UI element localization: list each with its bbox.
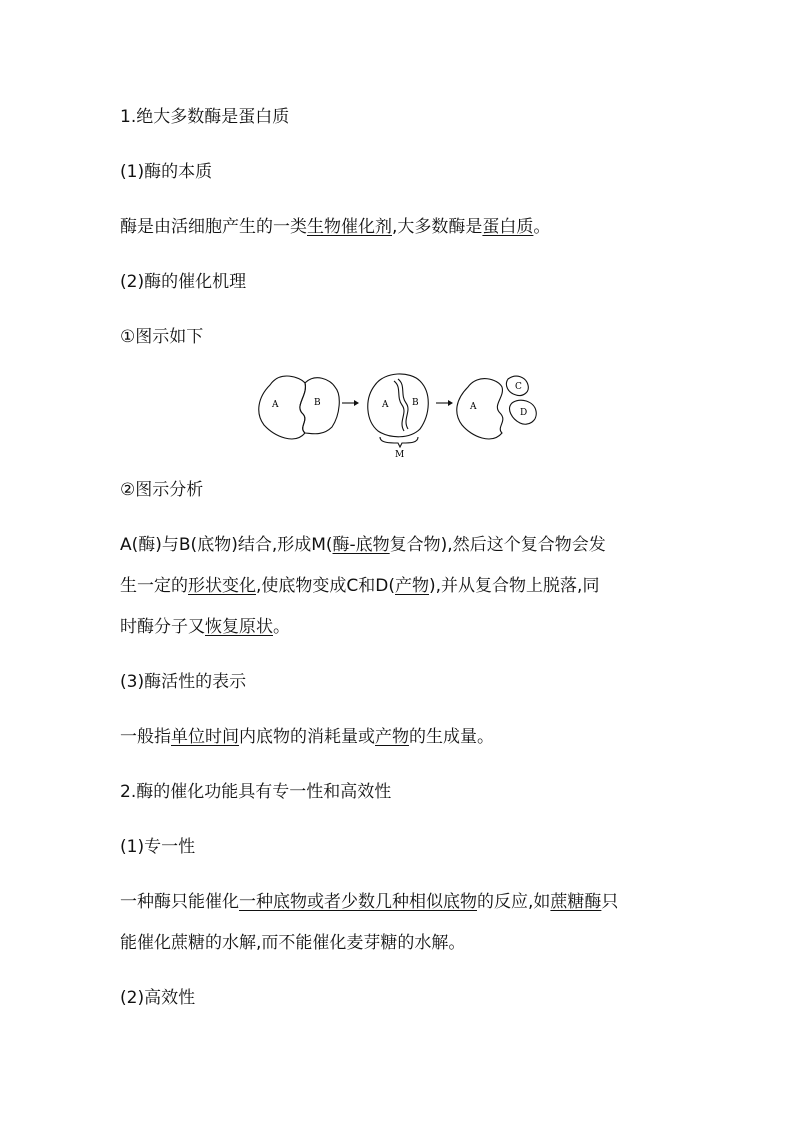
label-a-stage3: A xyxy=(470,402,477,412)
answer-blank: 形状变化 xyxy=(188,576,256,596)
label-a-stage2: A xyxy=(382,400,389,410)
analysis-line-1: A(酶)与B(底物)结合,形成M(酶-底物复合物),然后这个复合物会发 xyxy=(120,535,606,555)
subheading-enzyme-nature: (1)酶的本质 xyxy=(120,162,213,182)
figure-caption: ①图示如下 xyxy=(120,327,204,347)
answer-blank: 单位时间 xyxy=(171,727,239,747)
analysis-title: ②图示分析 xyxy=(120,480,204,500)
answer-blank: 蛋白质 xyxy=(482,217,534,237)
subheading-efficiency: (2)高效性 xyxy=(120,988,196,1008)
section-1-heading: 1.绝大多数酶是蛋白质 xyxy=(120,107,290,127)
label-d: D xyxy=(520,408,528,418)
answer-blank: 蔗糖酶 xyxy=(550,892,602,912)
label-a-stage1: A xyxy=(272,400,279,410)
label-b-stage1: B xyxy=(314,398,321,408)
label-c: C xyxy=(515,382,522,392)
section-2-heading: 2.酶的催化功能具有专一性和高效性 xyxy=(120,782,392,802)
enzyme-a-restored xyxy=(457,379,503,439)
subheading-specificity: (1)专一性 xyxy=(120,837,196,857)
enzyme-mechanism-diagram xyxy=(250,365,550,460)
complex-m-shape xyxy=(368,374,428,437)
subheading-catalysis-mechanism: (2)酶的催化机理 xyxy=(120,272,247,292)
subheading-activity: (3)酶活性的表示 xyxy=(120,672,247,692)
answer-blank: 生物催化剂 xyxy=(307,217,392,237)
enzyme-a-shape xyxy=(259,376,306,439)
answer-blank: 产物 xyxy=(395,576,429,596)
answer-blank: 酶-底物 xyxy=(332,535,390,555)
specificity-line-2: 能催化蔗糖的水解,而不能催化麦芽糖的水解。 xyxy=(120,933,466,953)
m-brace xyxy=(380,437,418,447)
answer-blank: 恢复原状 xyxy=(205,617,273,637)
paragraph-enzyme-nature: 酶是由活细胞产生的一类生物催化剂,大多数酶是蛋白质。 xyxy=(120,217,551,237)
analysis-line-3: 时酶分子又恢复原状。 xyxy=(120,617,290,637)
label-m: M xyxy=(395,450,405,460)
answer-blank: 一种底物或者少数几种相似底物 xyxy=(239,892,477,912)
answer-blank: 产物 xyxy=(375,727,409,747)
analysis-line-2: 生一定的形状变化,使底物变成C和D(产物),并从复合物上脱落,同 xyxy=(120,576,600,596)
label-b-stage2: B xyxy=(412,398,419,408)
paragraph-activity: 一般指单位时间内底物的消耗量或产物的生成量。 xyxy=(120,727,494,747)
specificity-line-1: 一种酶只能催化一种底物或者少数几种相似底物的反应,如蔗糖酶只 xyxy=(120,892,619,912)
